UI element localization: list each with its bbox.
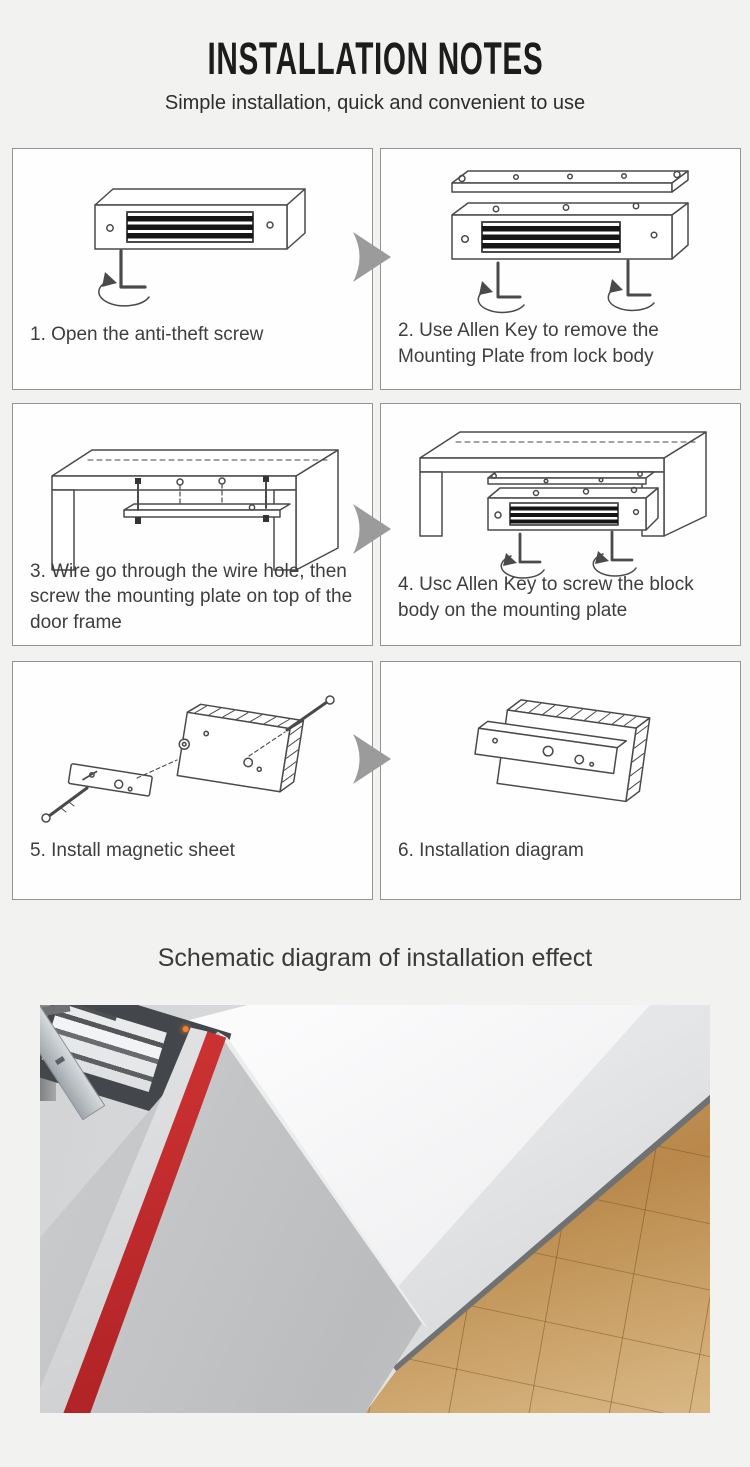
- maglock-allen-key-diagram-icon: [33, 171, 353, 321]
- armature-plate-large: [174, 702, 303, 794]
- schematic-heading: Schematic diagram of installation effect: [157, 944, 593, 972]
- maglock-body: [452, 203, 688, 259]
- step-caption: 4. Usc Allen Key to screw the block body on the mounting plate: [398, 574, 694, 621]
- step-caption: 5. Install magnetic sheet: [30, 839, 235, 861]
- magnetic-sheet-exploded-diagram-icon: [33, 686, 353, 836]
- next-step-arrow-icon: [351, 732, 393, 786]
- step-panel-5: [12, 661, 373, 900]
- page-title: INSTALLATION NOTES: [207, 33, 543, 84]
- step-panel-3: [12, 403, 373, 646]
- mounting-plate: [452, 171, 688, 192]
- allen-key: [593, 532, 636, 576]
- step-panel-2: [380, 148, 741, 390]
- allen-key: [501, 534, 544, 578]
- screw: [42, 788, 87, 822]
- screw: [287, 696, 334, 730]
- next-step-arrow-icon: [351, 230, 393, 284]
- installed-lock-diagram-icon: [411, 680, 711, 840]
- maglock-body: [488, 488, 658, 531]
- allen-key: [478, 263, 524, 312]
- mounting-plate: [488, 472, 654, 484]
- maglock-body: [95, 189, 305, 249]
- header: [0, 33, 750, 84]
- step-panel-1: [12, 148, 373, 390]
- step-panel-6: [380, 661, 741, 900]
- doorframe-mounting-diagram-icon: [28, 420, 358, 580]
- allen-key: [98, 251, 148, 306]
- assembly-guide-line: [137, 760, 177, 778]
- step-caption: 6. Installation diagram: [398, 839, 584, 861]
- remove-mounting-plate-diagram-icon: [396, 159, 726, 319]
- step-caption: 3. Wire go through the wire hole, then screw the mounting plate on top of the door frame: [30, 561, 353, 633]
- installed-lock-assembly: [471, 695, 649, 804]
- page-subtitle: Simple installation, quick and convenient to use: [164, 92, 586, 114]
- next-step-arrow-icon: [351, 502, 393, 556]
- step-caption: 2. Use Allen Key to remove the Mounting Plate from lock body: [398, 320, 659, 367]
- installation-photo: [40, 1005, 710, 1413]
- armature-keyhole: [55, 1056, 65, 1065]
- maglock-status-led: [182, 1025, 189, 1032]
- step-panel-4: [380, 403, 741, 646]
- step-caption: 1. Open the anti-theft screw: [30, 323, 264, 345]
- attach-lock-body-diagram-icon: [396, 412, 726, 582]
- allen-key: [608, 261, 654, 310]
